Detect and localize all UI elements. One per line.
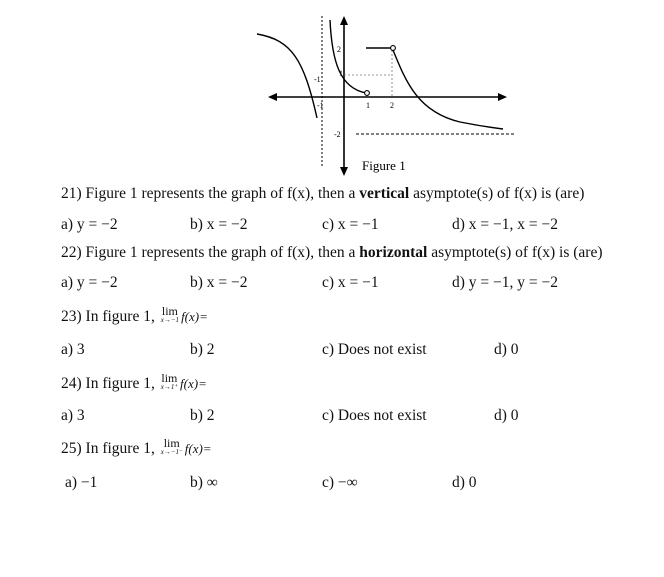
question-stem: In figure 1, (85, 440, 155, 457)
question-stem: Figure 1 represents the graph of f(x), then a (85, 185, 356, 202)
tick-y-neg1: -1 (317, 101, 324, 110)
q23-option-b[interactable]: b) 2 (190, 341, 215, 358)
open-point-1-0 (365, 91, 370, 96)
q24-option-d[interactable]: d) 0 (494, 407, 519, 424)
tick-y-2: 2 (337, 45, 341, 54)
limit-expression (161, 305, 179, 324)
q21-option-b[interactable]: b) x = −2 (190, 216, 248, 233)
question-number: 25) (61, 440, 82, 457)
question-number: 24) (61, 375, 82, 392)
question-keyword: horizontal (359, 244, 428, 261)
q25-option-c[interactable]: c) −∞ (322, 474, 358, 491)
y-axis-arrow-down (340, 167, 348, 176)
question-number: 22) (61, 244, 82, 261)
question-24 (61, 372, 207, 393)
q25-option-a[interactable]: a) −1 (65, 474, 98, 491)
q22-option-d[interactable]: d) y = −1, y = −2 (452, 274, 559, 291)
question-stem: In figure 1, (85, 375, 155, 392)
middle-branch-curve (330, 20, 366, 93)
right-branch-curve (393, 50, 503, 129)
q21-option-d[interactable]: d) x = −1, x = −2 (452, 216, 559, 233)
open-point-2-2 (391, 46, 396, 51)
tick-x-2: 2 (390, 101, 394, 110)
question-stem-end: asymptote(s) of f(x) is (are) (413, 185, 585, 202)
x-axis-arrow-right (498, 93, 507, 101)
y-axis-arrow-up (340, 16, 348, 25)
question-25 (61, 437, 212, 458)
function-expression: f(x)= (181, 309, 208, 324)
question-23 (61, 305, 208, 326)
tick-y-neg2: -2 (334, 130, 341, 139)
limit-subscript: x→1⁺ (160, 383, 179, 391)
q22-option-b[interactable]: b) x = −2 (190, 274, 248, 291)
tick-x-1: 1 (366, 101, 370, 110)
question-stem: In figure 1, (85, 308, 155, 325)
question-22 (61, 244, 603, 262)
limit-expression (161, 437, 183, 456)
q21-option-a[interactable]: a) y = −2 (61, 216, 118, 233)
tick-x-neg1: -1 (314, 75, 321, 84)
question-number: 23) (61, 308, 82, 325)
figure-1-graph (0, 0, 664, 180)
question-21 (61, 185, 584, 203)
limit-word: lim (161, 371, 178, 385)
question-number: 21) (61, 185, 82, 202)
limit-subscript: x→−1 (160, 316, 180, 324)
q23-option-a[interactable]: a) 3 (61, 341, 85, 358)
limit-expression (161, 372, 178, 391)
function-expression: f(x)= (184, 441, 212, 456)
left-branch-curve (257, 34, 317, 118)
q25-option-d[interactable]: d) 0 (452, 474, 477, 491)
question-stem: Figure 1 represents the graph of f(x), then a (85, 244, 356, 261)
q22-option-a[interactable]: a) y = −2 (61, 274, 118, 291)
q24-option-b[interactable]: b) 2 (190, 407, 215, 424)
q23-option-d[interactable]: d) 0 (494, 341, 519, 358)
q21-option-c[interactable]: c) x = −1 (322, 216, 379, 233)
q24-option-a[interactable]: a) 3 (61, 407, 85, 424)
question-keyword: vertical (359, 185, 410, 202)
question-stem-end: asymptote(s) of f(x) is (are) (431, 244, 603, 261)
q22-option-c[interactable]: c) x = −1 (322, 274, 379, 291)
limit-word: lim (161, 304, 178, 318)
x-axis-arrow-left (268, 93, 277, 101)
limit-subscript: x→−1⁻ (160, 448, 183, 456)
tick-y-1: 1 (339, 69, 343, 78)
function-expression: f(x)= (180, 376, 207, 391)
q24-option-c[interactable]: c) Does not exist (322, 407, 427, 424)
q25-option-b[interactable]: b) ∞ (190, 474, 218, 491)
figure-caption: Figure 1 (362, 158, 406, 173)
limit-word: lim (163, 436, 180, 450)
q23-option-c[interactable]: c) Does not exist (322, 341, 427, 358)
